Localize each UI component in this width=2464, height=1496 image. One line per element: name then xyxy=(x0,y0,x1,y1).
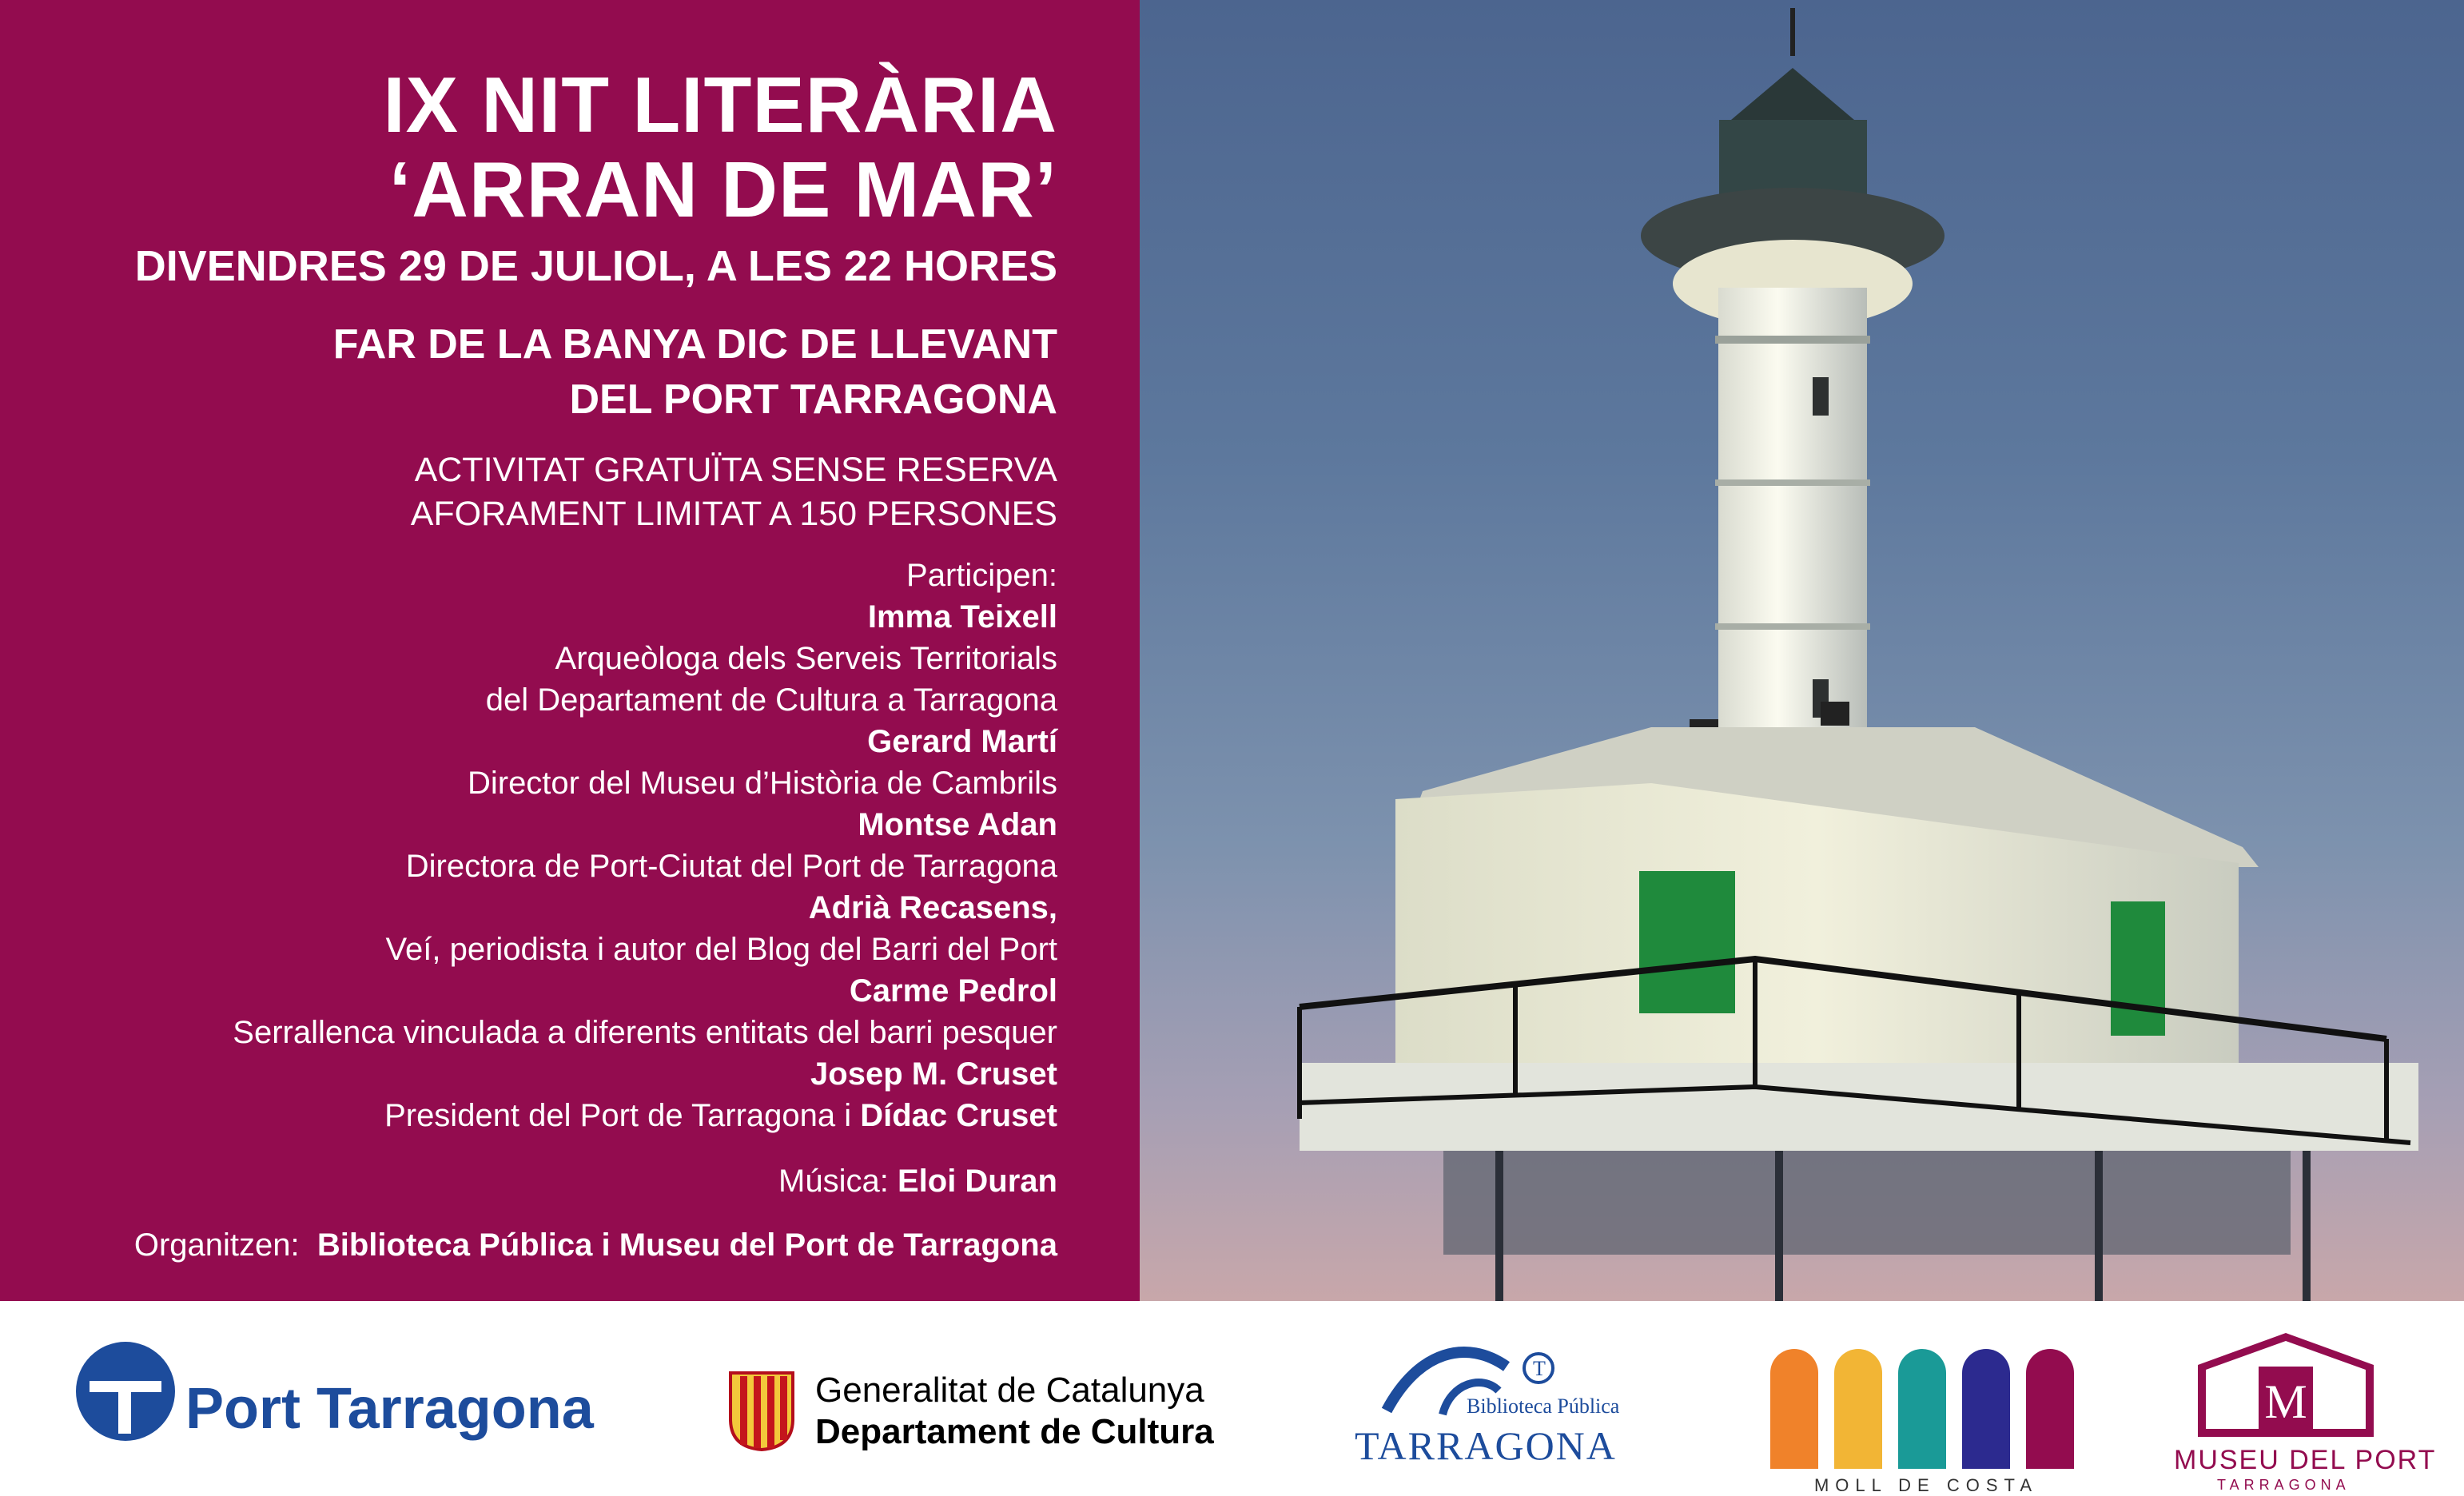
participant-role xyxy=(384,1100,1057,1132)
biblioteca-big-text: TARRAGONA xyxy=(1355,1423,1617,1468)
participants-label: Participen: xyxy=(906,558,1057,593)
green-shutter-left xyxy=(1639,871,1735,1013)
participant-name: Montse Adan xyxy=(858,807,1057,842)
event-title-line2: ‘ARRAN DE MAR’ xyxy=(388,145,1057,233)
event-info-line2: AFORAMENT LIMITAT A 150 PERSONES xyxy=(410,495,1057,533)
participant-role: del Departament de Cultura a Tarragona xyxy=(485,682,1057,718)
participant-role: Director del Museu d’Història de Cambrils xyxy=(467,766,1057,801)
participant-role-prefix: President del Port de Tarragona i xyxy=(384,1098,861,1133)
port-tarragona-text: Port Tarragona xyxy=(185,1377,594,1441)
participant-role: Directora de Port-Ciutat del Port de Tarragona xyxy=(405,849,1057,884)
museu-del-port-text: MUSEU DEL PORT xyxy=(2174,1445,2437,1475)
lantern-glass xyxy=(1719,120,1867,200)
event-info-panel xyxy=(0,0,1140,1301)
event-venue-line1: FAR DE LA BANYA DIC DE LLEVANT xyxy=(332,321,1057,368)
biblioteca-small-text: Biblioteca Pública xyxy=(1467,1395,1620,1418)
participant-name: Gerard Martí xyxy=(867,724,1057,759)
moll-de-costa-text: MOLL DE COSTA xyxy=(1813,1475,2039,1495)
music-name: Eloi Duran xyxy=(897,1164,1057,1199)
tower-band xyxy=(1715,623,1870,630)
event-venue-line2: DEL PORT TARRAGONA xyxy=(569,376,1057,423)
participant-role: Serrallenca vinculada a diferents entitats del barri pesquer xyxy=(233,1015,1057,1050)
museu-letter: M xyxy=(2264,1375,2307,1428)
support-structure xyxy=(1443,1151,2291,1255)
tower-band xyxy=(1715,336,1870,344)
tower-window xyxy=(1813,377,1829,416)
participant-role: Arqueòloga dels Serveis Territorials xyxy=(555,641,1057,676)
lantern-spire xyxy=(1790,8,1795,56)
participant-name: Carme Pedrol xyxy=(849,973,1057,1009)
platform-deck xyxy=(1300,1063,2418,1151)
green-shutter-right xyxy=(2111,901,2165,1036)
event-info-line1: ACTIVITAT GRATUÏTA SENSE RESERVA xyxy=(414,451,1057,489)
tower-band xyxy=(1715,479,1870,486)
participant-name: Adrià Recasens, xyxy=(808,890,1057,925)
port-tarragona-icon xyxy=(74,1339,177,1443)
lighthouse-illustration xyxy=(1140,0,2464,1301)
generalitat-line1: Generalitat de Catalunya xyxy=(815,1371,1204,1410)
lighthouse-tower xyxy=(1718,288,1867,743)
participant-name: Imma Teixell xyxy=(867,599,1057,635)
biblioteca-letter: T xyxy=(1533,1357,1546,1380)
sponsor-logos xyxy=(0,1301,2464,1495)
organizers-label: Organitzen: xyxy=(133,1227,317,1263)
organizers-name: Biblioteca Pública i Museu del Port de Tarragona xyxy=(316,1227,1057,1263)
lantern-roof xyxy=(1731,68,1854,120)
moll-arches-icon xyxy=(1770,1349,2074,1469)
participant-name-extra: Dídac Cruset xyxy=(860,1098,1057,1133)
generalitat-line2: Departament de Cultura xyxy=(815,1412,1214,1451)
event-title-line1: IX NIT LITERÀRIA xyxy=(383,61,1057,149)
lighthouse-photo xyxy=(1140,0,2464,1301)
museu-tarragona-text: TARRAGONA xyxy=(2217,1477,2351,1493)
participant-name: Josep M. Cruset xyxy=(810,1056,1057,1092)
participant-role: Veí, periodista i autor del Blog del Barri del Port xyxy=(385,932,1057,967)
spotlight xyxy=(1821,702,1849,726)
music-label: Música: xyxy=(778,1164,898,1199)
organizers-credit xyxy=(134,1229,1057,1261)
music-credit xyxy=(778,1165,1057,1197)
senyera-shield-icon xyxy=(729,1371,794,1451)
event-date: DIVENDRES 29 DE JULIOL, A LES 22 HORES xyxy=(134,242,1057,290)
